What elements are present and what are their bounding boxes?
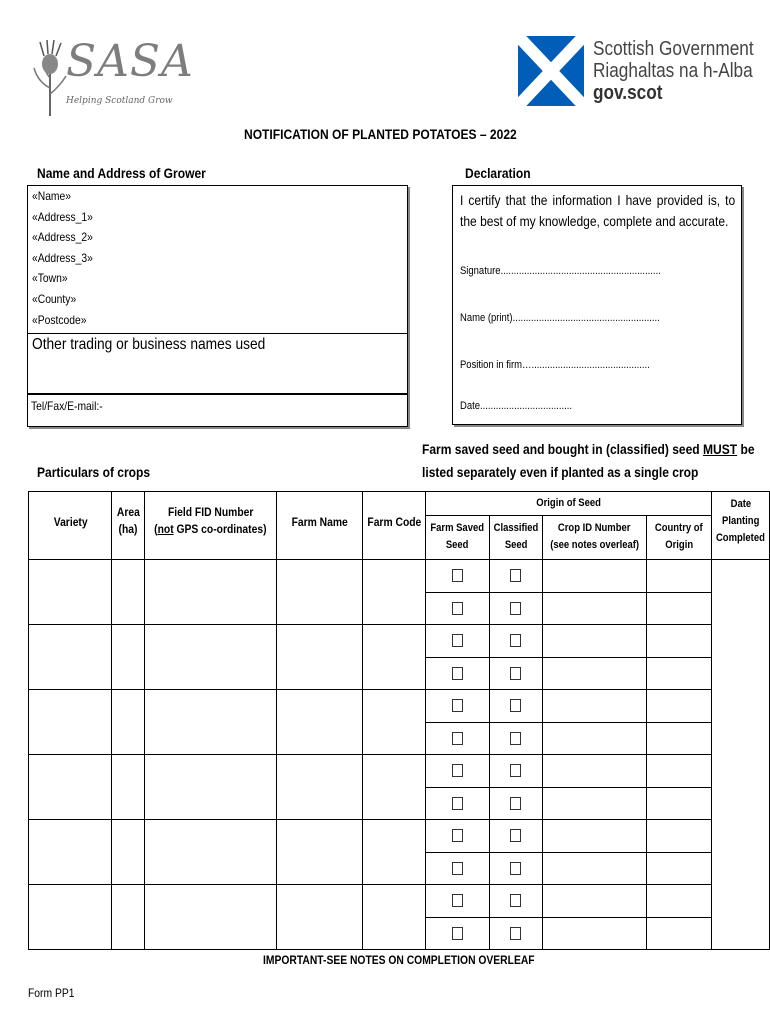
scottish-government-logo xyxy=(518,36,754,110)
table-row xyxy=(29,885,770,918)
col-classified: Classified Seed xyxy=(489,516,542,560)
signature-field[interactable]: Signature............................................................. xyxy=(460,265,661,277)
variety-cell[interactable] xyxy=(29,755,112,820)
col-farm-name: Farm Name xyxy=(276,492,362,560)
field-fid-cell[interactable] xyxy=(145,625,277,690)
classified-checkbox[interactable] xyxy=(510,829,521,842)
classified-checkbox[interactable] xyxy=(510,699,521,712)
page-title: NOTIFICATION OF PLANTED POTATOES – 2022 xyxy=(244,126,517,142)
classified-cell xyxy=(489,722,542,755)
notice-suffix: be xyxy=(737,441,755,457)
variety-cell[interactable] xyxy=(29,560,112,625)
area-cell[interactable] xyxy=(112,560,145,625)
contact-label: Tel/Fax/E-mail:- xyxy=(31,399,103,413)
classified-checkbox[interactable] xyxy=(510,667,521,680)
farm-saved-checkbox[interactable] xyxy=(452,829,463,842)
farm-saved-cell xyxy=(426,852,489,885)
country-origin-cell[interactable] xyxy=(647,755,712,788)
farm-saved-cell xyxy=(426,657,489,690)
classified-checkbox[interactable] xyxy=(510,894,521,907)
classified-cell xyxy=(489,917,542,950)
classified-checkbox[interactable] xyxy=(510,764,521,777)
declaration-heading: Declaration xyxy=(465,165,531,181)
farm-code-cell[interactable] xyxy=(362,625,426,690)
classified-checkbox[interactable] xyxy=(510,634,521,647)
farm-name-cell[interactable] xyxy=(276,690,362,755)
area-cell[interactable] xyxy=(112,885,145,950)
farm-saved-cell xyxy=(426,820,489,853)
col-crop-id: Crop ID Number (see notes overleaf) xyxy=(542,516,646,560)
crop-id-cell[interactable] xyxy=(542,592,646,625)
field-fid-cell[interactable] xyxy=(145,560,277,625)
farm-saved-cell xyxy=(426,625,489,658)
farm-code-cell[interactable] xyxy=(362,885,426,950)
classified-checkbox[interactable] xyxy=(510,569,521,582)
farm-name-cell[interactable] xyxy=(276,625,362,690)
notice-prefix: Farm saved seed and bought in (classified) seed xyxy=(422,441,704,457)
farm-saved-checkbox[interactable] xyxy=(452,797,463,810)
farm-code-cell[interactable] xyxy=(362,690,426,755)
farm-saved-checkbox[interactable] xyxy=(452,667,463,680)
farm-saved-checkbox[interactable] xyxy=(452,764,463,777)
farm-saved-cell xyxy=(426,690,489,723)
classified-checkbox[interactable] xyxy=(510,732,521,745)
classified-cell xyxy=(489,560,542,593)
area-cell[interactable] xyxy=(112,625,145,690)
crop-id-cell[interactable] xyxy=(542,625,646,658)
farm-code-cell[interactable] xyxy=(362,560,426,625)
farm-code-cell[interactable] xyxy=(362,755,426,820)
classified-cell xyxy=(489,657,542,690)
crop-id-cell[interactable] xyxy=(542,657,646,690)
crops-heading: Particulars of crops xyxy=(37,464,151,480)
classified-checkbox[interactable] xyxy=(510,862,521,875)
sasa-wordmark: SASA xyxy=(66,36,194,87)
country-origin-cell[interactable] xyxy=(647,820,712,853)
farm-saved-cell xyxy=(426,885,489,918)
country-origin-cell[interactable] xyxy=(647,917,712,950)
farm-saved-checkbox[interactable] xyxy=(452,732,463,745)
country-origin-cell[interactable] xyxy=(647,852,712,885)
farm-name-cell[interactable] xyxy=(276,820,362,885)
address-line: «Name» xyxy=(32,189,72,203)
col-farm-code: Farm Code xyxy=(362,492,426,560)
field-fid-cell[interactable] xyxy=(145,885,277,950)
country-origin-cell[interactable] xyxy=(647,560,712,593)
classified-cell xyxy=(489,755,542,788)
farm-saved-cell xyxy=(426,917,489,950)
crop-id-cell[interactable] xyxy=(542,787,646,820)
country-origin-cell[interactable] xyxy=(647,787,712,820)
farm-saved-cell xyxy=(426,722,489,755)
saltire-flag-icon xyxy=(518,36,584,106)
grower-heading: Name and Address of Grower xyxy=(37,165,206,181)
classified-cell xyxy=(489,820,542,853)
crop-id-cell[interactable] xyxy=(542,722,646,755)
farm-code-cell[interactable] xyxy=(362,820,426,885)
address-line: «Town» xyxy=(32,271,68,286)
farm-saved-checkbox[interactable] xyxy=(452,894,463,907)
farm-name-cell[interactable] xyxy=(276,755,362,820)
farm-saved-checkbox[interactable] xyxy=(452,569,463,582)
grower-address-lines xyxy=(32,186,103,330)
classified-checkbox[interactable] xyxy=(510,797,521,810)
address-line: «Address_3» xyxy=(32,250,93,265)
area-cell[interactable] xyxy=(112,820,145,885)
important-notice: IMPORTANT-SEE NOTES ON COMPLETION OVERLEAF xyxy=(263,953,535,967)
country-origin-cell[interactable] xyxy=(647,625,712,658)
classified-cell xyxy=(489,852,542,885)
position-field[interactable]: Position in firm…............................................. xyxy=(460,359,650,371)
gov-name-gaelic: Riaghaltas na h-Alba xyxy=(593,60,753,82)
crop-id-cell[interactable] xyxy=(542,690,646,723)
col-country-origin: Country of Origin xyxy=(647,516,712,560)
date-planting-cell[interactable] xyxy=(712,560,770,950)
farm-name-cell[interactable] xyxy=(276,560,362,625)
form-id: Form PP1 xyxy=(28,986,75,1000)
gov-domain: gov.scot xyxy=(593,82,663,104)
gov-name-english: Scottish Government xyxy=(593,38,754,60)
area-cell[interactable] xyxy=(112,690,145,755)
variety-cell[interactable] xyxy=(29,885,112,950)
address-line: «Postcode» xyxy=(32,312,87,327)
name-print-field[interactable]: Name (print)........................................................ xyxy=(460,312,660,324)
farm-saved-cell xyxy=(426,787,489,820)
col-farm-saved: Farm Saved Seed xyxy=(426,516,489,560)
country-origin-cell[interactable] xyxy=(647,885,712,918)
farm-saved-checkbox[interactable] xyxy=(452,927,463,940)
area-cell[interactable] xyxy=(112,755,145,820)
classified-cell xyxy=(489,625,542,658)
thistle-icon xyxy=(30,38,70,118)
classified-cell xyxy=(489,885,542,918)
farm-saved-checkbox[interactable] xyxy=(452,602,463,615)
variety-cell[interactable] xyxy=(29,820,112,885)
crops-table-body xyxy=(29,560,770,950)
classified-checkbox[interactable] xyxy=(510,927,521,940)
sasa-tagline: Helping Scotland Grow xyxy=(66,96,173,106)
farm-saved-checkbox[interactable] xyxy=(452,862,463,875)
country-origin-cell[interactable] xyxy=(647,690,712,723)
crop-id-cell[interactable] xyxy=(542,917,646,950)
variety-cell[interactable] xyxy=(29,625,112,690)
field-fid-cell[interactable] xyxy=(145,690,277,755)
table-row xyxy=(29,625,770,658)
country-origin-cell[interactable] xyxy=(647,657,712,690)
table-row xyxy=(29,690,770,723)
table-row xyxy=(29,755,770,788)
crops-table xyxy=(28,491,770,950)
col-variety: Variety xyxy=(29,492,112,560)
crop-id-cell[interactable] xyxy=(542,755,646,788)
crop-id-cell[interactable] xyxy=(542,885,646,918)
farm-saved-cell xyxy=(426,755,489,788)
origin-of-seed-heading: Origin of Seed xyxy=(426,492,712,516)
address-line: «Address_2» xyxy=(32,230,93,245)
farm-saved-cell xyxy=(426,560,489,593)
seed-notice-line1 xyxy=(422,441,755,457)
crop-id-cell[interactable] xyxy=(542,560,646,593)
field-fid-cell[interactable] xyxy=(145,820,277,885)
other-names-label: Other trading or business names used xyxy=(32,336,266,353)
classified-checkbox[interactable] xyxy=(510,602,521,615)
col-field-fid: Field FID Number (not GPS co-ordinates) xyxy=(145,492,277,560)
classified-cell xyxy=(489,787,542,820)
col-date-planting: Date Planting Completed xyxy=(712,492,770,560)
farm-saved-cell xyxy=(426,592,489,625)
declaration-statement: I certify that the information I have provided is, to the best of my knowledge, complete and accurate. xyxy=(460,192,736,229)
table-row xyxy=(29,820,770,853)
country-origin-cell[interactable] xyxy=(647,722,712,755)
farm-saved-checkbox[interactable] xyxy=(452,634,463,647)
crop-id-cell[interactable] xyxy=(542,820,646,853)
seed-notice-line2: listed separately even if planted as a single crop xyxy=(422,464,699,480)
col-area: Area (ha) xyxy=(112,492,145,560)
field-fid-cell[interactable] xyxy=(145,755,277,820)
sasa-logo xyxy=(30,34,194,120)
address-line: «County» xyxy=(32,291,77,306)
farm-saved-checkbox[interactable] xyxy=(452,699,463,712)
classified-cell xyxy=(489,690,542,723)
variety-cell[interactable] xyxy=(29,690,112,755)
table-row xyxy=(29,560,770,593)
crop-id-cell[interactable] xyxy=(542,852,646,885)
classified-cell xyxy=(489,592,542,625)
date-field[interactable]: Date................................... xyxy=(460,400,572,412)
notice-must: MUST xyxy=(703,441,738,457)
address-line: «Address_1» xyxy=(32,209,93,224)
farm-name-cell[interactable] xyxy=(276,885,362,950)
table-header-row xyxy=(29,492,770,516)
country-origin-cell[interactable] xyxy=(647,592,712,625)
